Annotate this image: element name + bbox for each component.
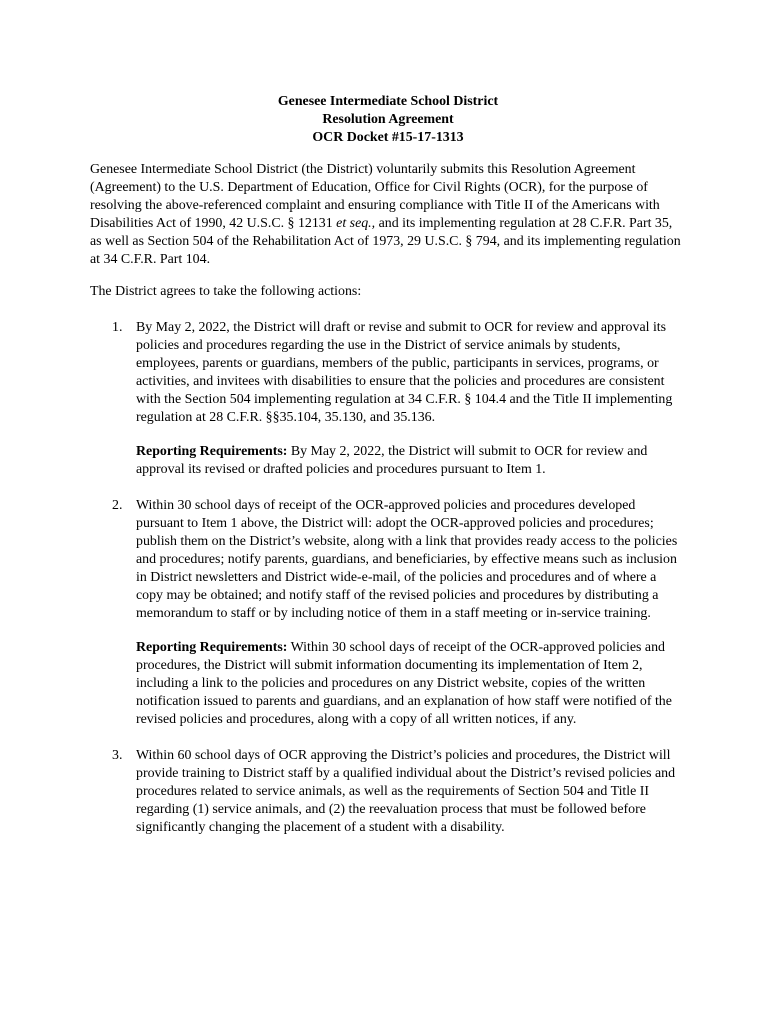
reporting-label: Reporting Requirements:	[136, 640, 288, 655]
actions-list	[90, 319, 686, 837]
reporting-text: Within 30 school days of receipt of the OCR-approved policies and procedures, the District will submit information documenting its implementation of Item 2, including a link to the policies and procedures on any District website, copies of the written notification issued to parents and guardians, and an explanation of how staff were notified of the revised policies and procedures, along with a copy of all written notices, if any.	[136, 640, 672, 727]
intro-text-end: and its implementing regulation at 28 C.F.R. Part 35, as well as Section 504 of the Rehabilitation Act of 1973, 29 U.S.C. § 794, and its implementing regulation at 34 C.F.R. Part 104.	[90, 216, 681, 267]
item-number: 2.	[112, 498, 123, 513]
reporting-label: Reporting Requirements:	[136, 444, 288, 459]
item-number: 3.	[112, 748, 123, 763]
reporting-text: By May 2, 2022, the District will submit to OCR for review and approval its revised or drafted policies and procedures pursuant to Item 1.	[136, 444, 648, 477]
document-title	[90, 93, 686, 147]
reporting-requirements	[136, 443, 686, 479]
intro-italic-et-seq: et seq.,	[336, 216, 376, 231]
title-line-district: Genesee Intermediate School District	[277, 94, 499, 109]
item-text: Within 60 school days of OCR approving the District’s policies and procedures, the District will provide training to District staff by a qualified individual about the District’s revised policies and procedures related to service animals, as well as the requirements of Section 504 and Title II regarding (1) service animals, and (2) the reevaluation process that must be followed before significantly changing the placement of a student with a disability.	[136, 748, 676, 835]
title-line-agreement: Resolution Agreement	[322, 112, 454, 127]
intro-paragraph	[90, 161, 686, 269]
reporting-requirements	[136, 639, 686, 729]
item-text: By May 2, 2022, the District will draft or revise and submit to OCR for review and approval its policies and procedures regarding the use in the District of service animals by students, employees, parents or guardians, members of the public, participants in services, programs, or activities, and invitees with disabilities to ensure that the policies and procedures are consistent with the Section 504 implementing regulation at 34 C.F.R. § 104.4 and the Title II implementing regulation at 28 C.F.R. §§35.104, 35.130, and 35.136.	[136, 320, 673, 425]
item-number: 1.	[112, 320, 123, 335]
document-page	[90, 93, 686, 855]
action-item-2	[90, 497, 686, 729]
action-item-1	[90, 319, 686, 479]
item-text: Within 30 school days of receipt of the OCR-approved policies and procedures developed pursuant to Item 1 above, the District will: adopt the OCR-approved policies and procedures; publish them on the District’s website, along with a link that provides ready access to the policies and procedures; notify parents, guardians, and beneficiaries, by effective means such as inclusion in District newsletters and District wide-e-mail, of the policies and procedures and of where a copy may be obtained; and notify staff of the revised policies and procedures by distributing a memorandum to staff or by including notice of them in a staff meeting or in-service training.	[136, 498, 678, 621]
action-item-3	[90, 747, 686, 837]
intro-text-start: Genesee Intermediate School District (the District) voluntarily submits this Resolution Agreement (Agreement) to the U.S. Department of Education, Office for Civil Rights (OCR), for the purpose of resolving the above-referenced complaint and ensuring compliance with Title II of the Americans with Disabilities Act of 1990, 42 U.S.C. § 12131	[90, 162, 660, 231]
title-line-docket: OCR Docket #15-17-1313	[312, 130, 464, 145]
actions-lead: The District agrees to take the following actions:	[90, 284, 362, 299]
